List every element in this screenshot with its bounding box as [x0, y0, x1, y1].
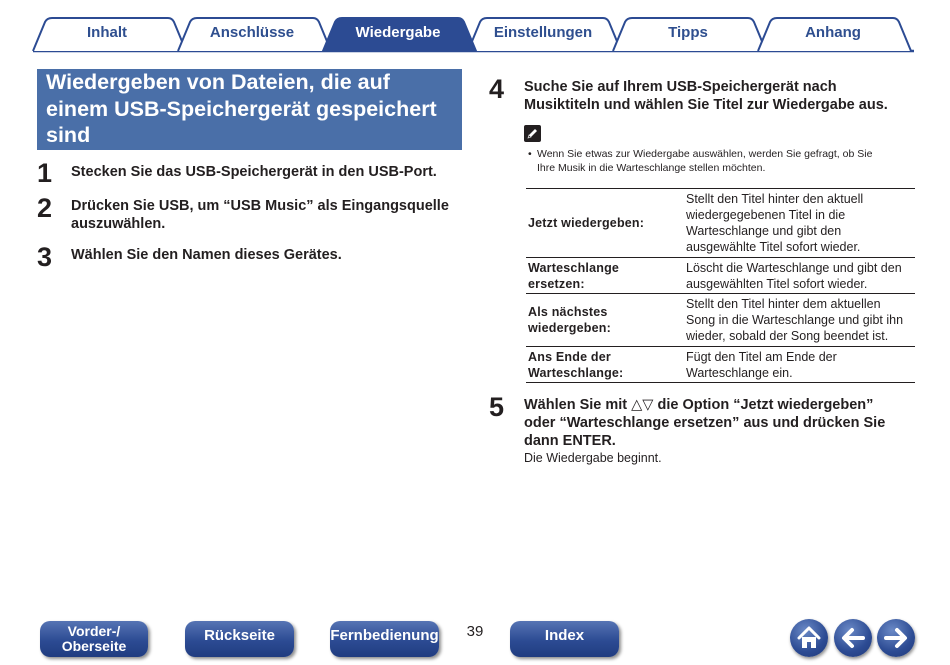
note-bullet: •	[528, 148, 532, 160]
tab-tipps[interactable]: Tipps	[668, 24, 708, 41]
remote-control-label: Fernbedienung	[330, 627, 439, 644]
step-2-number: 2	[37, 193, 53, 223]
option-description-line: Warteschlange und gibt den	[686, 224, 842, 238]
option-description-line: ausgewählten Titel sofort wieder.	[686, 276, 868, 291]
front-top-button[interactable]	[40, 621, 148, 657]
back-button[interactable]	[834, 619, 872, 657]
step-3-text	[71, 246, 342, 264]
option-name-line: Als nächstes	[528, 305, 608, 319]
option-description	[680, 347, 915, 383]
table-row	[526, 294, 915, 347]
rear-button[interactable]	[185, 621, 294, 657]
step-2-text	[71, 197, 449, 233]
option-description-line: Fügt den Titel am Ende der	[686, 349, 837, 364]
step-4-text	[524, 78, 888, 114]
tab-wiedergabe[interactable]: Wiedergabe	[355, 24, 441, 41]
option-name	[526, 258, 680, 294]
index-label: Index	[544, 627, 585, 644]
section-title	[37, 69, 462, 150]
step-5-text	[524, 396, 885, 450]
option-name-line: Ans Ende der	[528, 349, 611, 364]
arrow-right-icon	[877, 619, 915, 657]
index-button[interactable]	[510, 621, 619, 657]
pencil-icon	[524, 125, 541, 142]
step-5-number: 5	[489, 392, 505, 422]
option-name	[526, 347, 680, 383]
option-description-line: wieder, sobald der Song beendet ist.	[686, 329, 889, 343]
option-description-line: Song in die Warteschlange und gibt ihn	[686, 313, 904, 327]
option-description-line: wiedergegebenen Titel in die	[686, 208, 846, 222]
option-name-line: Jetzt wiedergeben:	[528, 216, 645, 230]
option-name	[526, 189, 680, 258]
step-4-line: Suche Sie auf Ihrem USB-Speichergerät nach	[524, 79, 837, 95]
table-row	[526, 258, 915, 294]
step-1-number: 1	[37, 158, 53, 188]
option-description-line: ausgewählte Titel sofort wieder.	[686, 240, 861, 254]
front-top-label: Oberseite	[61, 638, 127, 654]
home-button[interactable]	[790, 619, 828, 657]
option-description-line: Stellt den Titel hinter den aktuell	[686, 192, 864, 206]
step-3-number: 3	[37, 242, 53, 272]
step-5-line: dann ENTER.	[524, 433, 616, 449]
section-title-line: Wiedergeben von Dateien, die auf	[46, 70, 390, 94]
option-description	[680, 294, 915, 347]
tab-inhalt[interactable]: Inhalt	[87, 24, 127, 41]
note-text	[528, 147, 908, 175]
option-name-line: ersetzen:	[528, 276, 585, 291]
option-name-line: Warteschlange:	[528, 365, 624, 380]
remote-control-button[interactable]	[330, 621, 439, 657]
option-name	[526, 294, 680, 347]
step-4-line: Musiktiteln und wählen Sie Titel zur Wiedergabe aus.	[524, 97, 888, 113]
home-icon	[790, 619, 828, 657]
step-4-number: 4	[489, 74, 505, 104]
forward-button[interactable]	[877, 619, 915, 657]
option-name-line: Warteschlange	[528, 260, 620, 275]
rear-label: Rückseite	[204, 627, 275, 644]
table-row	[526, 189, 915, 258]
top-tab-bar	[0, 0, 950, 56]
step-3-line: Wählen Sie den Namen dieses Gerätes.	[71, 247, 342, 263]
front-top-label: Vorder-/	[67, 623, 121, 639]
option-description-line: Löscht die Warteschlange und gibt den	[686, 260, 902, 275]
tab-anhang[interactable]: Anhang	[805, 24, 861, 41]
note-line: Ihre Musik in die Warteschlange stellen möchten.	[537, 162, 766, 174]
option-name-line: wiedergeben:	[528, 321, 611, 335]
tab-anschluesse[interactable]: Anschlüsse	[209, 24, 295, 41]
section-title-line: einem USB-Speichergerät gespeichert	[46, 96, 437, 121]
option-description-line: Stellt den Titel hinter dem aktuellen	[686, 297, 881, 311]
option-description-line: Warteschlange ein.	[686, 365, 793, 380]
step-1-line: Stecken Sie das USB-Speichergerät in den USB-Port.	[71, 164, 437, 180]
arrow-left-icon	[834, 619, 872, 657]
step-2-line: auszuwählen.	[71, 216, 166, 232]
section-title-line: sind	[46, 123, 91, 147]
step-1-text	[71, 163, 437, 181]
table-row	[526, 347, 915, 383]
tab-einstellungen[interactable]: Einstellungen	[493, 24, 593, 41]
option-description	[680, 258, 915, 294]
options-table	[526, 188, 915, 383]
step-5-line: oder “Warteschlange ersetzen” aus und drücken Sie	[524, 415, 886, 431]
step-5-line: Wählen Sie mit △▽ die Option “Jetzt wiedergeben”	[524, 397, 874, 413]
page-number: 39	[466, 623, 484, 640]
note-line: Wenn Sie etwas zur Wiedergabe auswählen, werden Sie gefragt, ob Sie	[537, 148, 873, 160]
step-2-line: Drücken Sie USB, um “USB Music” als Eingangsquelle	[71, 198, 449, 214]
option-description	[680, 189, 915, 258]
step-5-result: Die Wiedergabe beginnt.	[524, 451, 662, 465]
